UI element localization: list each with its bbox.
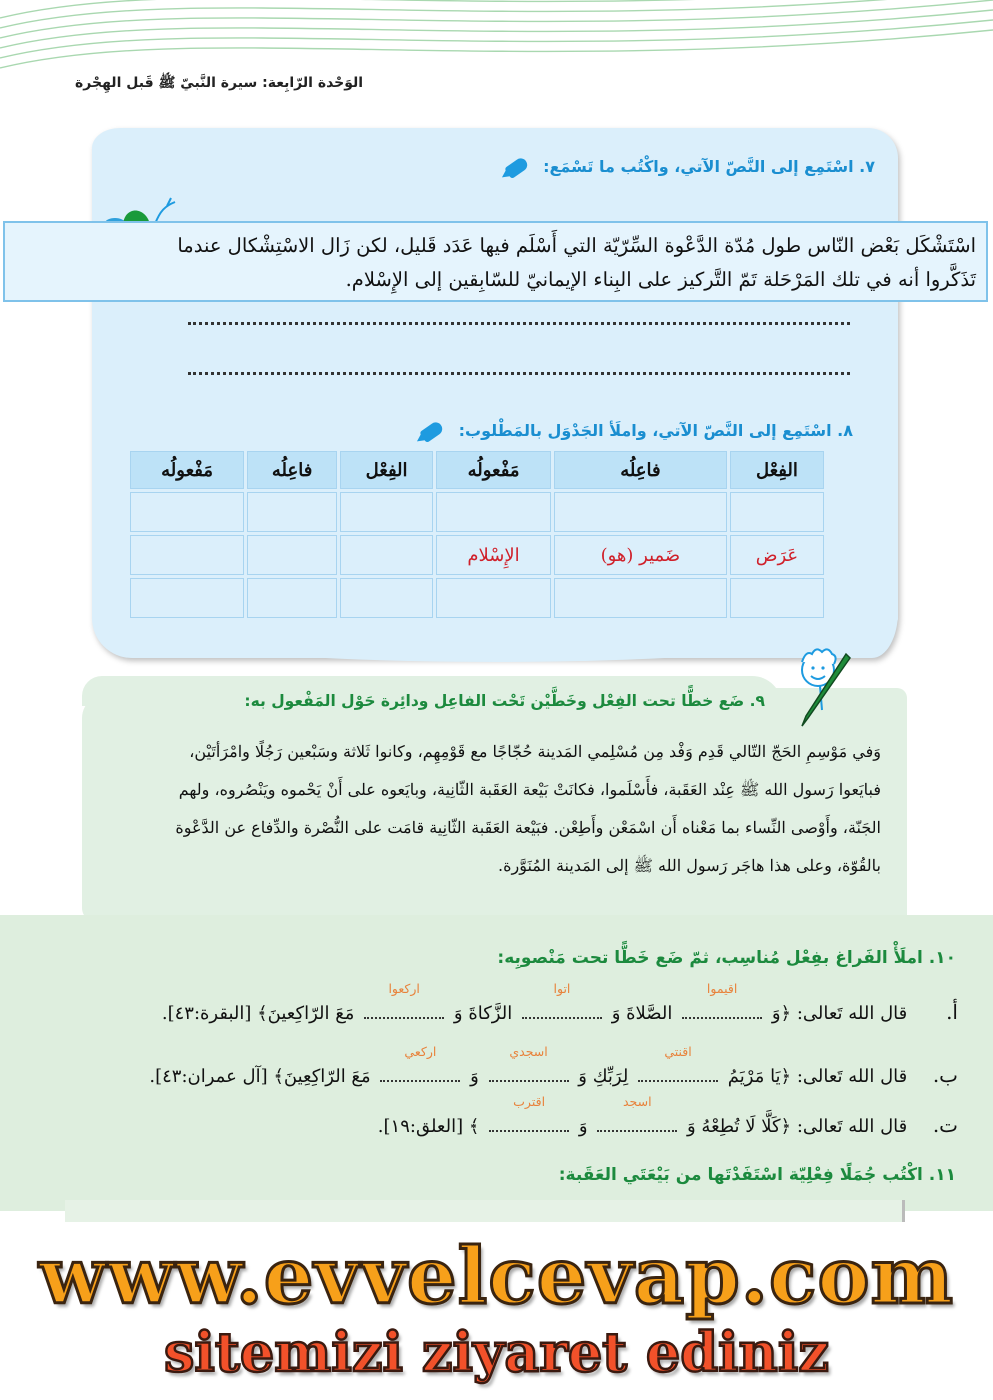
verse-intro: قال الله تَعالى: ﴿يَا مَرْيَمُ bbox=[727, 1066, 908, 1087]
table-cell[interactable] bbox=[436, 578, 551, 618]
decorative-wave-lines bbox=[0, 0, 993, 80]
item-letter: ت. bbox=[932, 1113, 958, 1137]
fill-blank[interactable] bbox=[682, 981, 762, 1019]
blank-answer: اسجد bbox=[622, 1094, 652, 1109]
watermark-tagline: sitemizi ziyaret ediniz bbox=[163, 1320, 829, 1384]
verse-part: لِرَبِّكِ وَ bbox=[578, 1066, 629, 1087]
q8-title-text: ٨. اسْتَمِع إلى النَّصّ الآتي، واملَأ الجَدْوَل بالمَطْلوب: bbox=[458, 421, 853, 440]
blank-answer: اقترب bbox=[513, 1094, 546, 1109]
question-9-title: ٩. ضَع خطًّا تحت الفِعْل وخَطَّيْن تَحْت الفاعِل ودائِرة حَوْل المَفْعول به: bbox=[244, 692, 765, 710]
item-letter: أ. bbox=[946, 1000, 958, 1024]
table-cell[interactable]: عَرَض bbox=[730, 535, 824, 575]
passage-line-3: الجَنّة، وأَوْصى النِّساء بما مَعْناه أَن اسْمَعْن وأَطِعْن. فبَيْعة العَقَبة الثّانِية قامَت على النُّصْرة والدِّفاع عن الدَّعْوة bbox=[175, 818, 881, 837]
unit-header: الوَحْدة الرّابِعة: سيرة النَّبيّ ﷺ قَبل الهِجْرة bbox=[75, 75, 364, 91]
verse-part: مَعَ الرّاكِعينَ﴾ [البقرة:٤٣]. bbox=[161, 1003, 355, 1024]
writing-line-2[interactable] bbox=[188, 372, 850, 375]
table-cell[interactable] bbox=[247, 492, 337, 532]
passage-line-4: بالقُوّة، وعلى هذا هاجَر رَسول الله ﷺ إلى المَدينة المُنَوَّرة. bbox=[498, 856, 881, 875]
dictation-line-1: اسْتَشْكَل بَعْض النّاس طول مُدّة الدَّعْوة السِّرّيّة التي أَسْلَم فيها عَدَد قَليل، لكن زَال الاسْتِشْكال عندما bbox=[177, 234, 976, 257]
header-verb: الفِعْل bbox=[340, 451, 433, 489]
header-verb: الفِعْل bbox=[730, 451, 824, 489]
table-cell[interactable] bbox=[340, 578, 433, 618]
verse-item-a bbox=[161, 981, 958, 1024]
verse-part: مَعَ الرّاكِعِينَ﴾ [آل عمران:٤٣]. bbox=[149, 1066, 371, 1087]
blank-answer: اتوا bbox=[553, 981, 571, 996]
table-cell[interactable] bbox=[730, 578, 824, 618]
table-cell[interactable] bbox=[554, 578, 727, 618]
table-cell[interactable] bbox=[730, 492, 824, 532]
kid-with-pencil-icon bbox=[780, 640, 870, 730]
header-subject: فاعِلُه bbox=[554, 451, 727, 489]
header-object: مَفْعولُه bbox=[436, 451, 551, 489]
passage-line-1: وَفي مَوْسِمِ الحَجّ التّالي قَدِم وَفْد مِن مُسْلِمي المَدينة حُجّاجًا مع قَوْمِهِم، وكانوا ثَلاثة وسَبْعين رَجُلًا وامْرَأتَيْن، bbox=[189, 742, 881, 761]
verse-intro: قال الله تَعالى: ﴿كَلَّا لَا تُطِعْهُ وَ bbox=[687, 1116, 908, 1137]
fill-blank[interactable] bbox=[364, 981, 444, 1019]
blank-answer: اركعوا bbox=[388, 981, 420, 996]
fill-blank[interactable] bbox=[489, 1044, 569, 1082]
verse-item-t bbox=[377, 1094, 958, 1137]
table-row bbox=[130, 492, 824, 532]
fill-blank[interactable] bbox=[489, 1094, 569, 1132]
table-cell[interactable] bbox=[340, 535, 433, 575]
blank-answer: اسجدي bbox=[509, 1044, 548, 1059]
fill-blank[interactable] bbox=[380, 1044, 460, 1082]
verse-part: ﴾ [العلق:١٩]. bbox=[377, 1116, 480, 1137]
writing-line-1[interactable] bbox=[188, 322, 850, 325]
verb-subject-object-table bbox=[127, 448, 827, 621]
fill-blank[interactable] bbox=[597, 1094, 677, 1132]
table-row bbox=[130, 578, 824, 618]
table-cell[interactable] bbox=[247, 578, 337, 618]
verse-part: الزَّكاةَ وَ bbox=[453, 1003, 513, 1024]
item-letter: ب. bbox=[932, 1063, 958, 1087]
blank-answer: اقنتي bbox=[664, 1044, 692, 1059]
q7-title-text: ٧. اسْتَمِع إلى النَّصّ الآتي، واكْتُب ما تَسْمَع: bbox=[543, 157, 875, 176]
question-10-title: ١٠. املَأْ الفَراغ بفِعْل مُناسِب، ثمّ ضَع خَطًّا تحت مَنْصوبِه: bbox=[497, 948, 956, 968]
blank-answer: اقيموا bbox=[706, 981, 738, 996]
table-cell[interactable] bbox=[130, 492, 244, 532]
passage-line-2: فبايَعوا رَسول الله ﷺ عِنْد العَقَبة، فأَسْلَموا، فكانَتْ بَيْعة العَقَبة الثّانِية، وبايَعوه على أَنْ يَحْموه ويَنْصُروه، ولهم bbox=[178, 780, 881, 799]
blank-answer: اركعي bbox=[404, 1044, 437, 1059]
header-subject: فاعِلُه bbox=[247, 451, 337, 489]
dictation-text-box bbox=[3, 221, 988, 302]
question-11-title: ١١. اكْتُب جُمَلًا فِعْلِيّة اسْتَفَدْتَها من بَيْعَتَي العَقَبة: bbox=[558, 1165, 956, 1185]
dictation-line-2: تَذَكَّروا أنه في تلك المَرْحَلة تَمّ التَّركيز على البِناء الإيمانيّ للسّابِقين إلى الإِسْلام. bbox=[345, 268, 976, 291]
table-cell[interactable] bbox=[247, 535, 337, 575]
question-8-title bbox=[421, 421, 853, 440]
header-object: مَفْعولُه bbox=[130, 451, 244, 489]
table-cell[interactable] bbox=[130, 535, 244, 575]
fill-blank[interactable] bbox=[522, 981, 602, 1019]
question-7-title bbox=[506, 157, 875, 176]
table-cell[interactable]: الإِسْلام bbox=[436, 535, 551, 575]
verse-item-b bbox=[149, 1044, 958, 1087]
verse-intro: قال الله تَعالى: ﴿وَ bbox=[771, 1003, 908, 1024]
fill-blank[interactable] bbox=[638, 1044, 718, 1082]
table-row bbox=[130, 535, 824, 575]
verse-part: وَ bbox=[470, 1066, 479, 1087]
pencil-icon bbox=[419, 420, 444, 443]
table-cell[interactable] bbox=[130, 578, 244, 618]
answer-strip bbox=[65, 1200, 905, 1222]
table-header-row bbox=[130, 451, 824, 489]
table-cell[interactable] bbox=[554, 492, 727, 532]
table-cell[interactable]: ضَمير (هو) bbox=[554, 535, 727, 575]
verse-part: وَ bbox=[578, 1116, 588, 1137]
verse-part: الصَّلاةَ وَ bbox=[611, 1003, 673, 1024]
watermark-url: www.evvelcevap.com bbox=[39, 1231, 954, 1322]
table-cell[interactable] bbox=[340, 492, 433, 532]
q9-passage bbox=[81, 733, 881, 885]
pencil-icon bbox=[504, 156, 529, 179]
table-cell[interactable] bbox=[436, 492, 551, 532]
